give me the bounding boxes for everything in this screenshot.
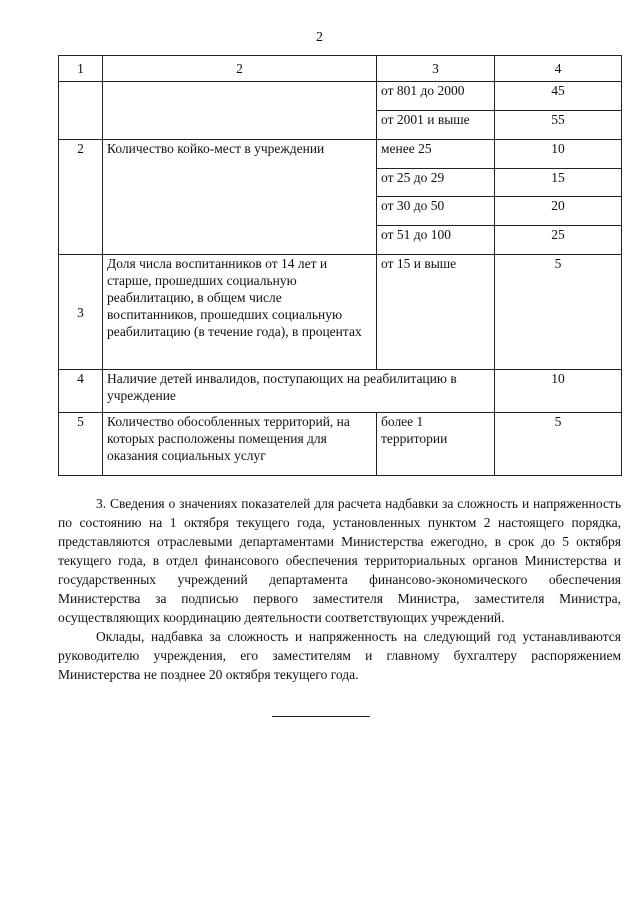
end-divider-line: [272, 716, 370, 717]
row-number-cell: 3: [59, 255, 103, 370]
points-cell: 45: [495, 82, 622, 111]
points-cell: 15: [495, 169, 622, 197]
header-cell: 2: [103, 56, 377, 82]
range-cell: от 801 до 2000: [377, 82, 495, 111]
table-row: [59, 140, 622, 169]
range-cell: от 15 и выше: [377, 255, 495, 370]
range-cell: от 2001 и выше: [377, 111, 495, 140]
paragraph-3: 3. Сведения о значениях показателей для расчета надбавки за сложность и напряженность по состоянию на 1 октября текущего года, установленных пунктом 2 настоящего порядка, представляются отраслевыми департаментами Министерства ежегодно, в срок до 5 октября текущего года, в отдел финансового обеспечения территориальных органов Министерства и государственных учреждений департамента финансово-экономического обеспечения Министерства за подписью первого заместителя Министра, заместителя Министра, осуществляющих координацию деятельности соответствующих учреждений.: [58, 496, 621, 625]
range-cell: от 25 до 29: [377, 169, 495, 197]
indicator-cell: [103, 82, 377, 140]
paragraph-salaries: Оклады, надбавка за сложность и напряженность на следующий год устанавливаются руководителю учреждения, его заместителям и главному бухгалтеру распоряжением Министерства не позднее 20 октября текущего года.: [58, 629, 621, 682]
indicator-cell: Доля числа воспитанников от 14 лет и старше, прошедших социальную реабилитацию, в общем числе воспитанников, прошедших социальную реабилитацию (в течение года), в процентах: [103, 255, 377, 370]
body-text: [58, 494, 621, 684]
points-cell: 55: [495, 111, 622, 140]
row-number-cell: 4: [59, 370, 103, 413]
points-cell: 5: [495, 255, 622, 370]
row-number-cell: [59, 82, 103, 140]
header-cell: 3: [377, 56, 495, 82]
table-row: [59, 370, 622, 413]
header-cell: 1: [59, 56, 103, 82]
indicator-cell: Наличие детей инвалидов, поступающих на реабилитацию в учреждение: [103, 370, 495, 413]
range-cell: от 30 до 50: [377, 197, 495, 226]
criteria-table: [58, 55, 622, 476]
range-cell: более 1 территории: [377, 413, 495, 476]
row-number-cell: 2: [59, 140, 103, 255]
row-number-cell: 5: [59, 413, 103, 476]
indicator-cell: Количество обособленных территорий, на которых расположены помещения для оказания социальных услуг: [103, 413, 377, 476]
table-row: [59, 413, 622, 476]
page-number: 2: [316, 30, 323, 45]
points-cell: 5: [495, 413, 622, 476]
table-row: [59, 82, 622, 111]
header-cell: 4: [495, 56, 622, 82]
table-row: [59, 255, 622, 370]
points-cell: 25: [495, 226, 622, 255]
points-cell: 20: [495, 197, 622, 226]
table-header-row: [59, 56, 622, 82]
points-cell: 10: [495, 370, 622, 413]
indicator-cell: Количество койко-мест в учреждении: [103, 140, 377, 255]
points-cell: 10: [495, 140, 622, 169]
range-cell: от 51 до 100: [377, 226, 495, 255]
range-cell: менее 25: [377, 140, 495, 169]
